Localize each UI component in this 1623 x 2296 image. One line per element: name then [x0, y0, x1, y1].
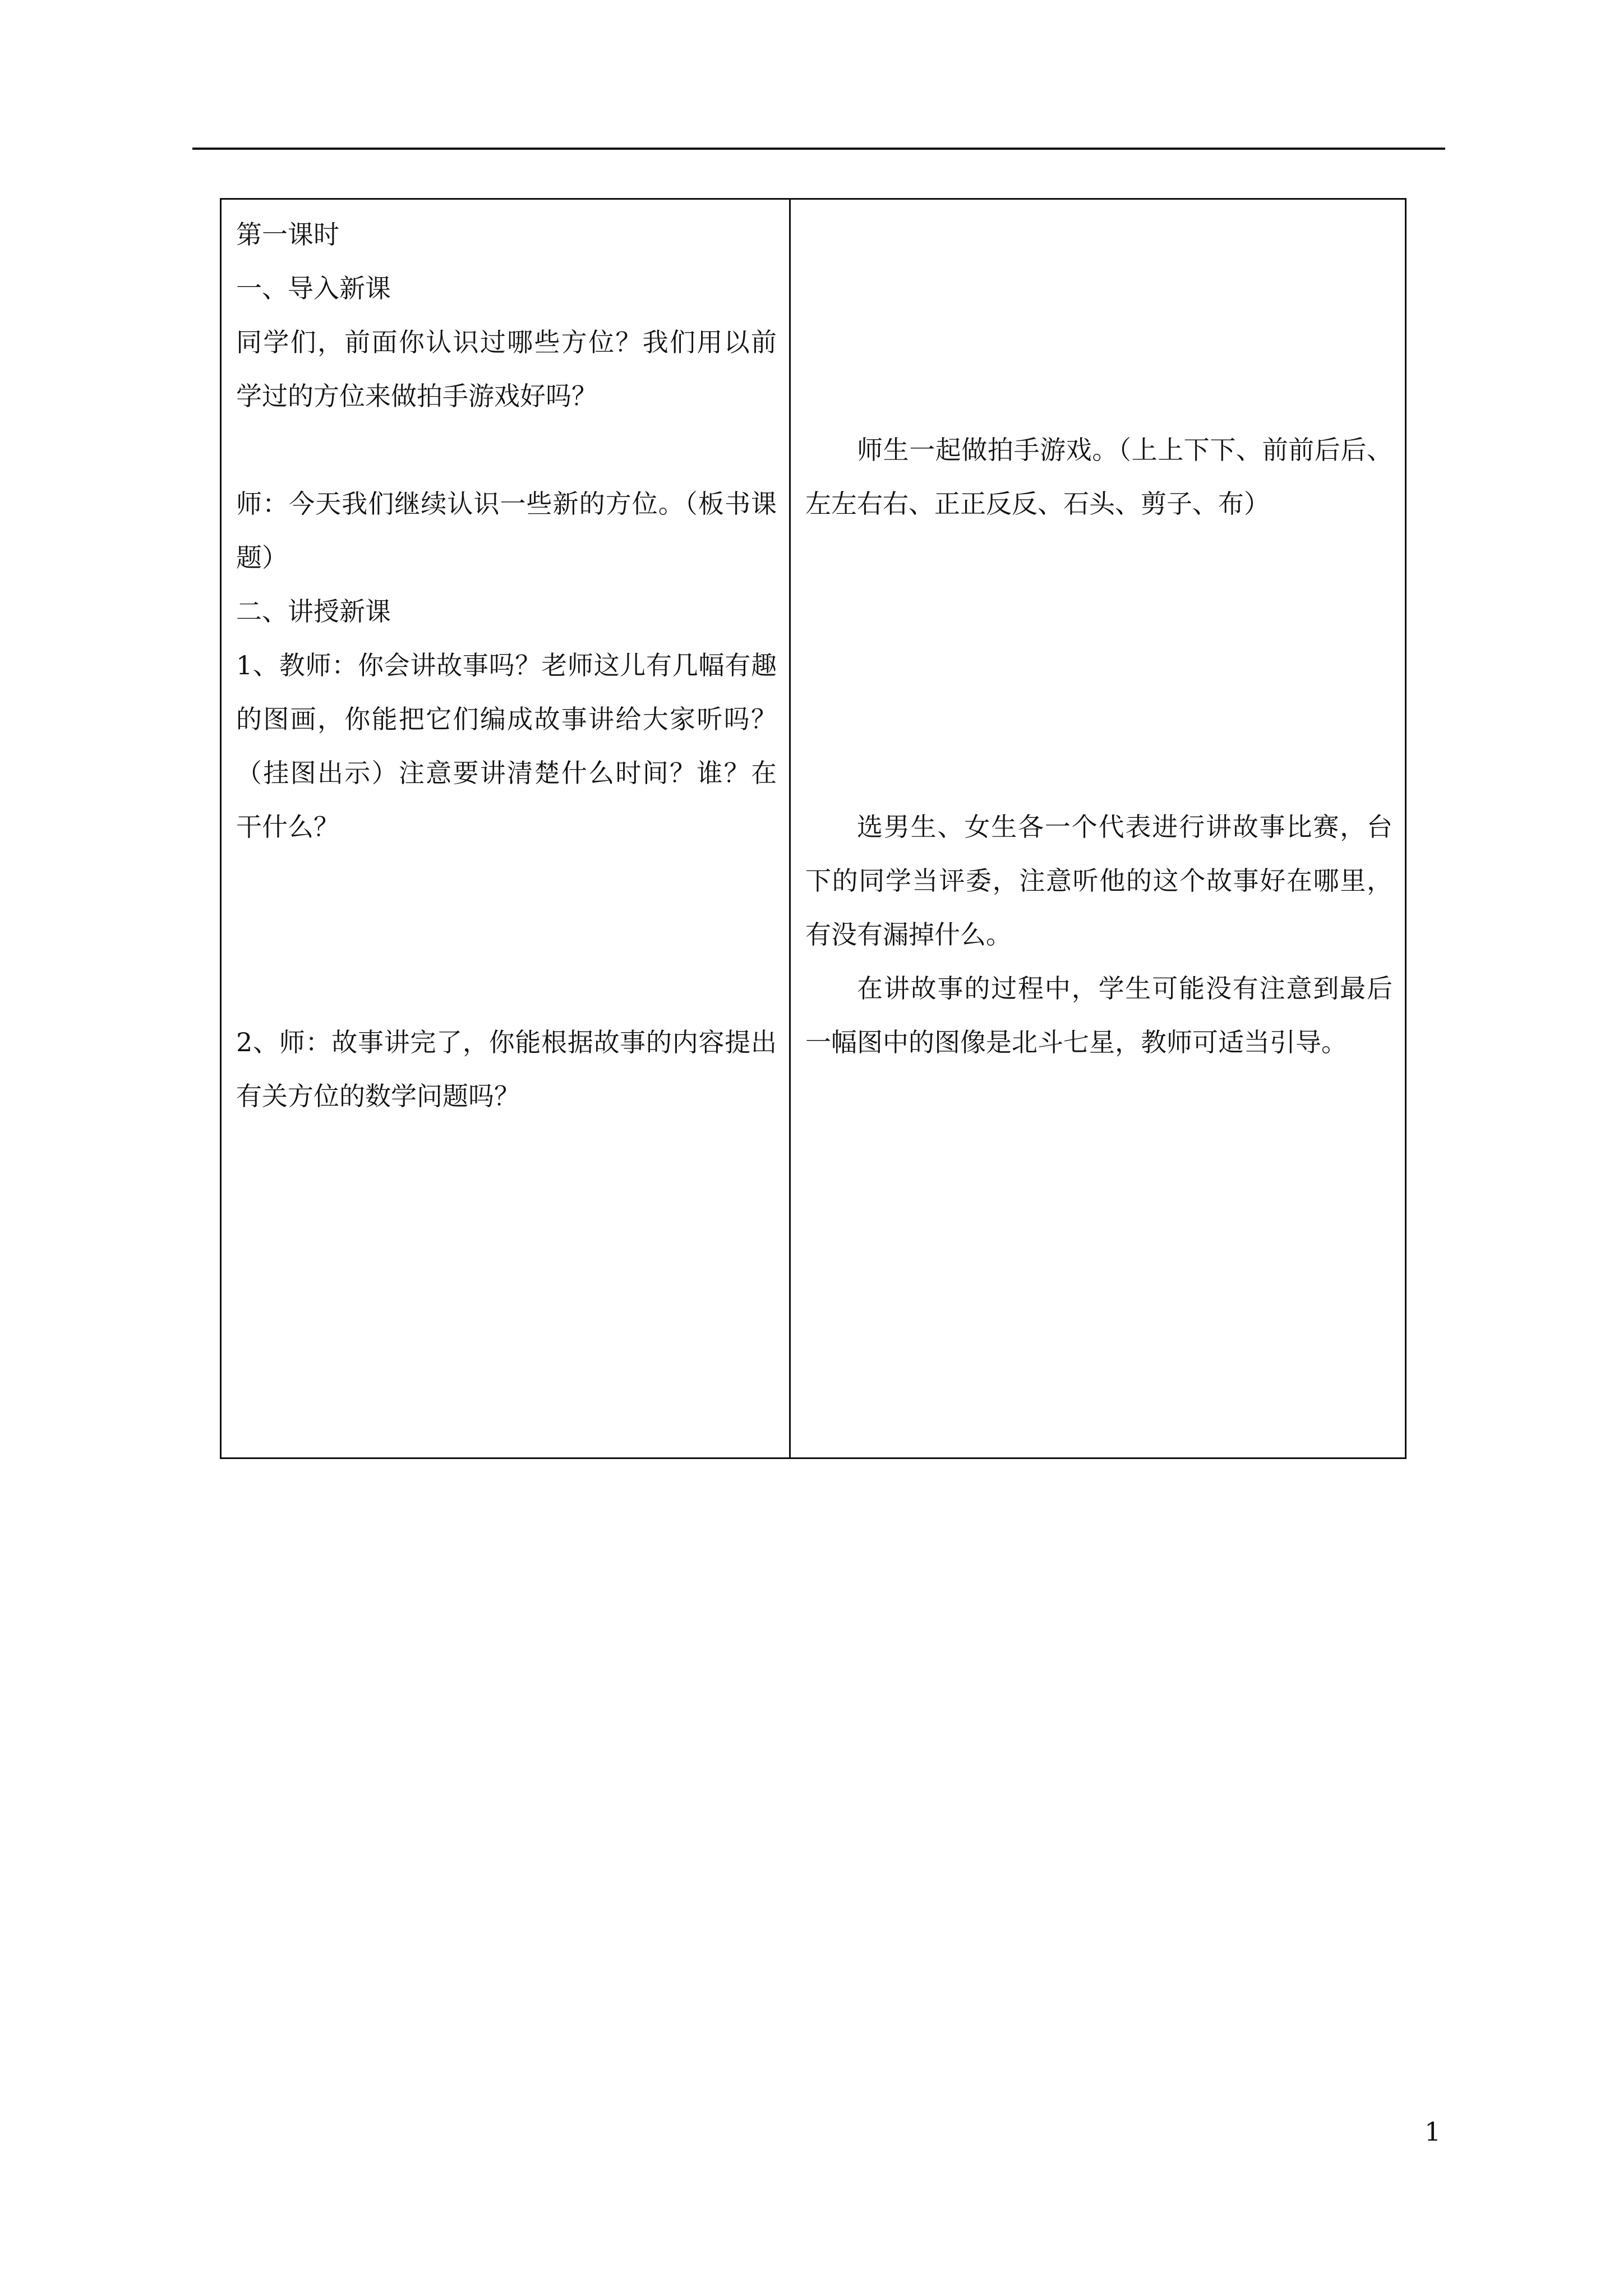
- spacer: [805, 531, 1393, 746]
- lesson-period: 第一课时: [236, 219, 339, 250]
- section-heading-new-lesson: 二、讲授新课: [236, 596, 391, 627]
- teacher-intro: 师：今天我们继续认识一些新的方位。（板书课题）: [236, 489, 777, 573]
- page-number: 1: [1424, 2116, 1441, 2147]
- spacer: [236, 423, 777, 477]
- spacer: [236, 961, 777, 1015]
- teaching-content-cell: [222, 200, 789, 1457]
- lesson-plan-table: [220, 198, 1407, 1459]
- section-heading-intro: 一、导入新课: [236, 273, 391, 303]
- lesson-item-2: 2、师：故事讲完了，你能根据故事的内容提出有关方位的数学问题吗？: [236, 1027, 777, 1111]
- spacer: [805, 746, 1393, 800]
- student-activity-cell: [791, 200, 1405, 1457]
- lesson-item-1: 1、教师：你会讲故事吗？老师这儿有几幅有趣的图画，你能把它们编成故事讲给大家听吗？（挂图出示）注意要讲清楚什么时间？谁？在干什么？: [236, 650, 777, 842]
- activity-clapping-game: 师生一起做拍手游戏。（上上下下、前前后后、左左右右、正正反反、石头、剪子、布）: [805, 435, 1393, 519]
- spacer: [236, 854, 777, 961]
- intro-question: 同学们，前面你认识过哪些方位？我们用以前学过的方位来做拍手游戏好吗？: [236, 327, 777, 411]
- activity-teacher-guidance: 在讲故事的过程中，学生可能没有注意到最后一幅图中的图像是北斗七星，教师可适当引导。: [805, 973, 1393, 1057]
- spacer: [805, 208, 1393, 423]
- activity-story-contest: 选男生、女生各一个代表进行讲故事比赛，台下的同学当评委，注意听他的这个故事好在哪里，有没有漏掉什么。: [805, 812, 1393, 950]
- header-rule: [192, 148, 1445, 150]
